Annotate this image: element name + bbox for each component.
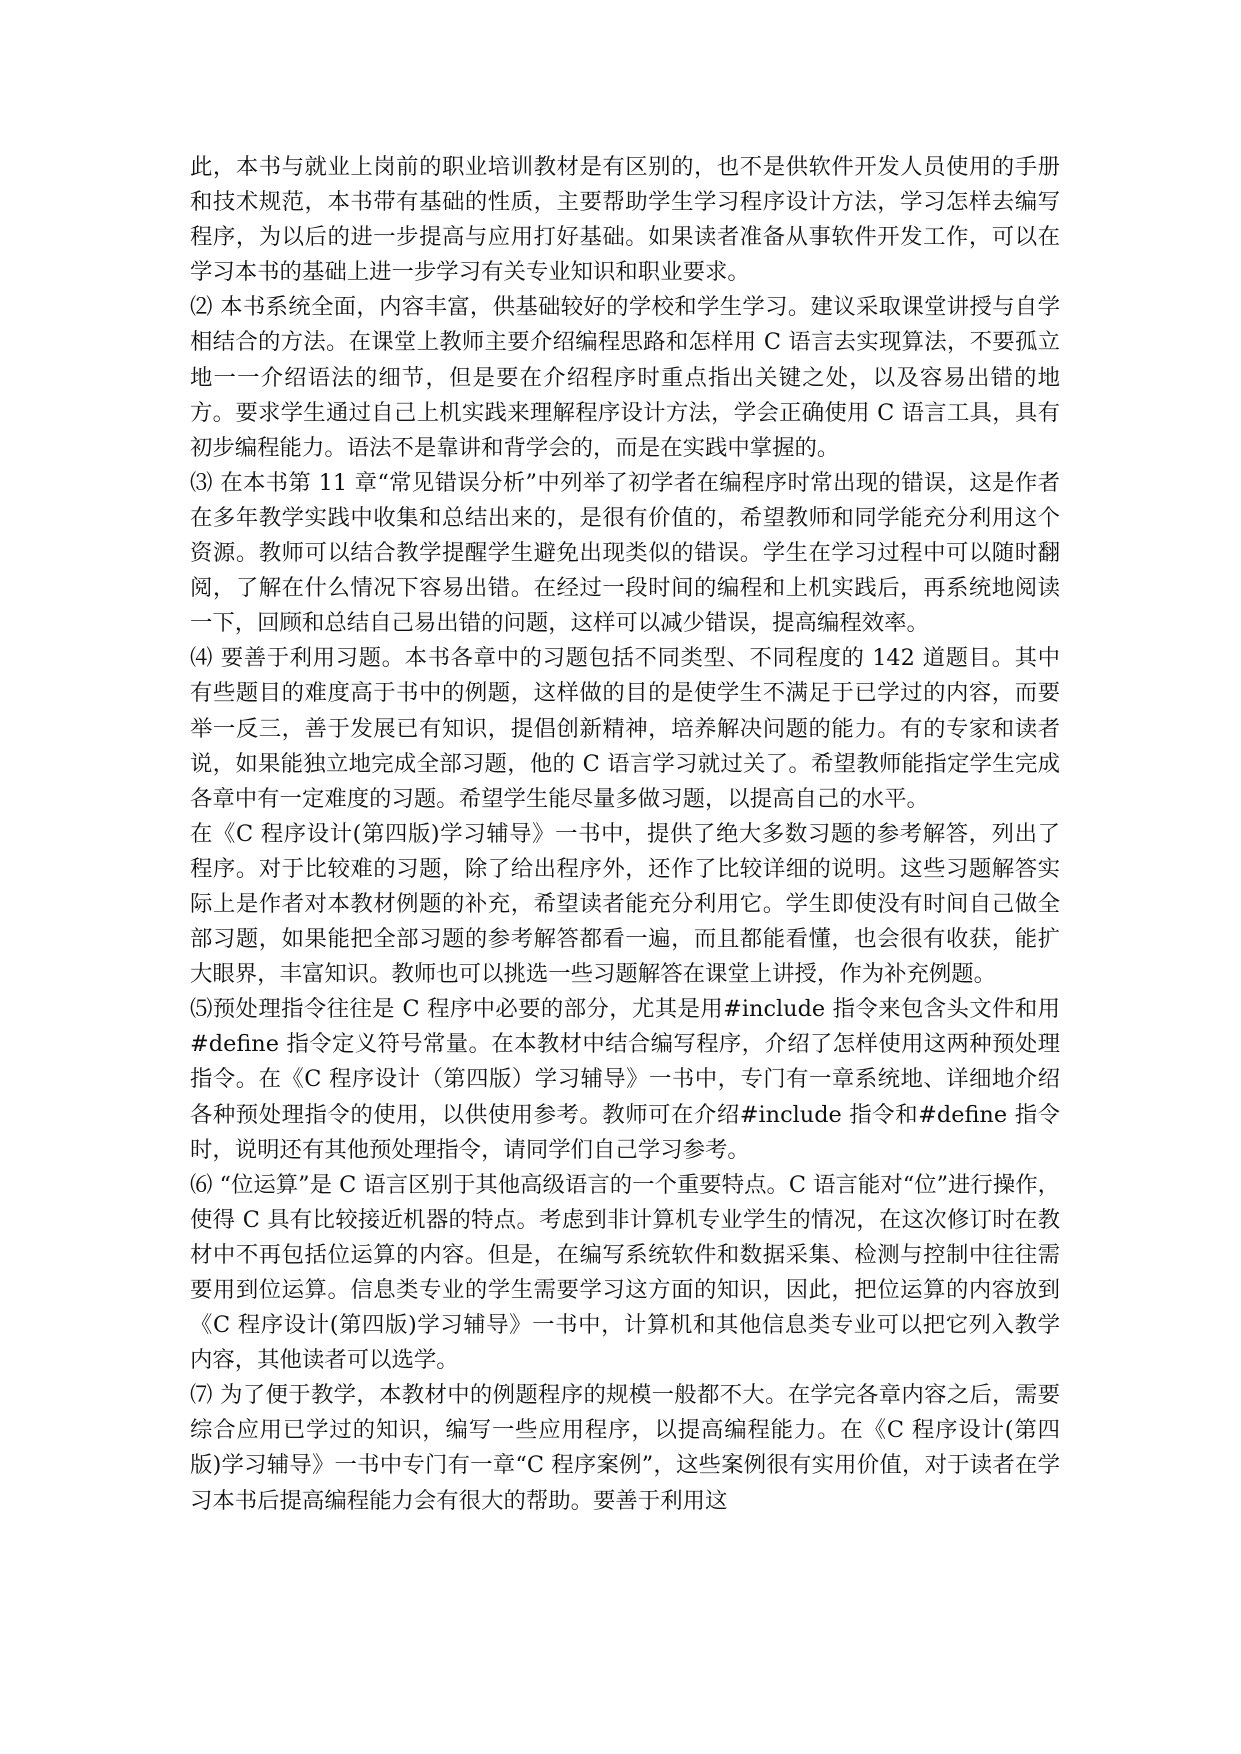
paragraph-continuation: 此，本书与就业上岗前的职业培训教材是有区别的，也不是供软件开发人员使用的手册和技术规范，本书带有基础的性质，主要帮助学生学习程序设计方法，学习怎样去编写程序，为以后的进一步提高与应用打好基础。如果读者准备从事软件开发工作，可以在学习本书的基础上进一步学习有关专业知识和职业要求。: [190, 154, 1060, 286]
paragraph-item-3: ⑶ 在本书第 11 章“常见错误分析”中列举了初学者在编程序时常出现的错误，这是作者在多年教学实践中收集和总结出来的，是很有价值的，希望教师和同学能充分利用这个资源。教师可以结合教学提醒学生避免出现类似的错误。学生在学习过程中可以随时翻阅，了解在什么情况下容易出错。在经过一段时间的编程和上机实践后，再系统地阅读一下，回顾和总结自己易出错的问题，这样可以减少错误，提高编程效率。: [190, 469, 1060, 637]
paragraph-item-5: ⑸预处理指令往往是 C 程序中必要的部分，尤其是用#include 指令来包含头文件和用#define 指令定义符号常量。在本教材中结合编写程序，介绍了怎样使用这两种预处理指令。在《C 程序设计（第四版）学习辅导》一书中，专门有一章系统地、详细地介绍各种预处理指令的使用，以供使用参考。教师可在介绍#include 指令和#define 指令时，说明还有其他预处理指令，请同学们自己学习参考。: [190, 996, 1060, 1163]
paragraph-item-4: ⑷ 要善于利用习题。本书各章中的习题包括不同类型、不同程度的 142 道题目。其中有些题目的难度高于书中的例题，这样做的目的是使学生不满足于已学过的内容，而要举一反三，善于发展已有知识，提倡创新精神，培养解决问题的能力。有的专家和读者说，如果能独立地完成全部习题，他的 C 语言学习就过关了。希望教师能指定学生完成各章中有一定难度的习题。希望学生能尽量多做习题，以提高自己的水平。: [190, 645, 1060, 812]
paragraph-item-2: ⑵ 本书系统全面，内容丰富，供基础较好的学校和学生学习。建议采取课堂讲授与自学相结合的方法。在课堂上教师主要介绍编程思路和怎样用 C 语言去实现算法，不要孤立地一一介绍语法的细节，但是要在介绍程序时重点指出关键之处，以及容易出错的地方。要求学生通过自己上机实践来理解程序设计方法，学会正确使用 C 语言工具，具有初步编程能力。语法不是靠讲和背学会的，而是在实践中掌握的。: [190, 294, 1060, 461]
paragraph-study-guide: 在《C 程序设计(第四版)学习辅导》一书中，提供了绝大多数习题的参考解答，列出了程序。对于比较难的习题，除了给出程序外，还作了比较详细的说明。这些习题解答实际上是作者对本教材例题的补充，希望读者能充分利用它。学生即使没有时间自己做全部习题，如果能把全部习题的参考解答都看一遍，而且都能看懂，也会很有收获，能扩大眼界，丰富知识。教师也可以挑选一些习题解答在课堂上讲授，作为补充例题。: [190, 820, 1060, 988]
paragraph-item-6: ⑹ “位运算”是 C 语言区别于其他高级语言的一个重要特点。C 语言能对“位”进行操作，使得 C 具有比较接近机器的特点。考虑到非计算机专业学生的情况，在这次修订时在教材中不再包括位运算的内容。但是，在编写系统软件和数据采集、检测与控制中往往需要用到位运算。信息类专业的学生需要学习这方面的知识，因此，把位运算的内容放到《C 程序设计(第四版)学习辅导》一书中，计算机和其他信息类专业可以把它列入教学内容，其他读者可以选学。: [190, 1171, 1060, 1374]
body-text: [190, 150, 1060, 1519]
paragraph-item-7: ⑺ 为了便于教学，本教材中的例题程序的规模一般都不大。在学完各章内容之后，需要综合应用已学过的知识，编写一些应用程序，以提高编程能力。在《C 程序设计(第四版)学习辅导》一书中专门有一章“C 程序案例”，这些案例很有实用价值，对于读者在学习本书后提高编程能力会有很大的帮助。要善于利用这: [190, 1382, 1060, 1514]
